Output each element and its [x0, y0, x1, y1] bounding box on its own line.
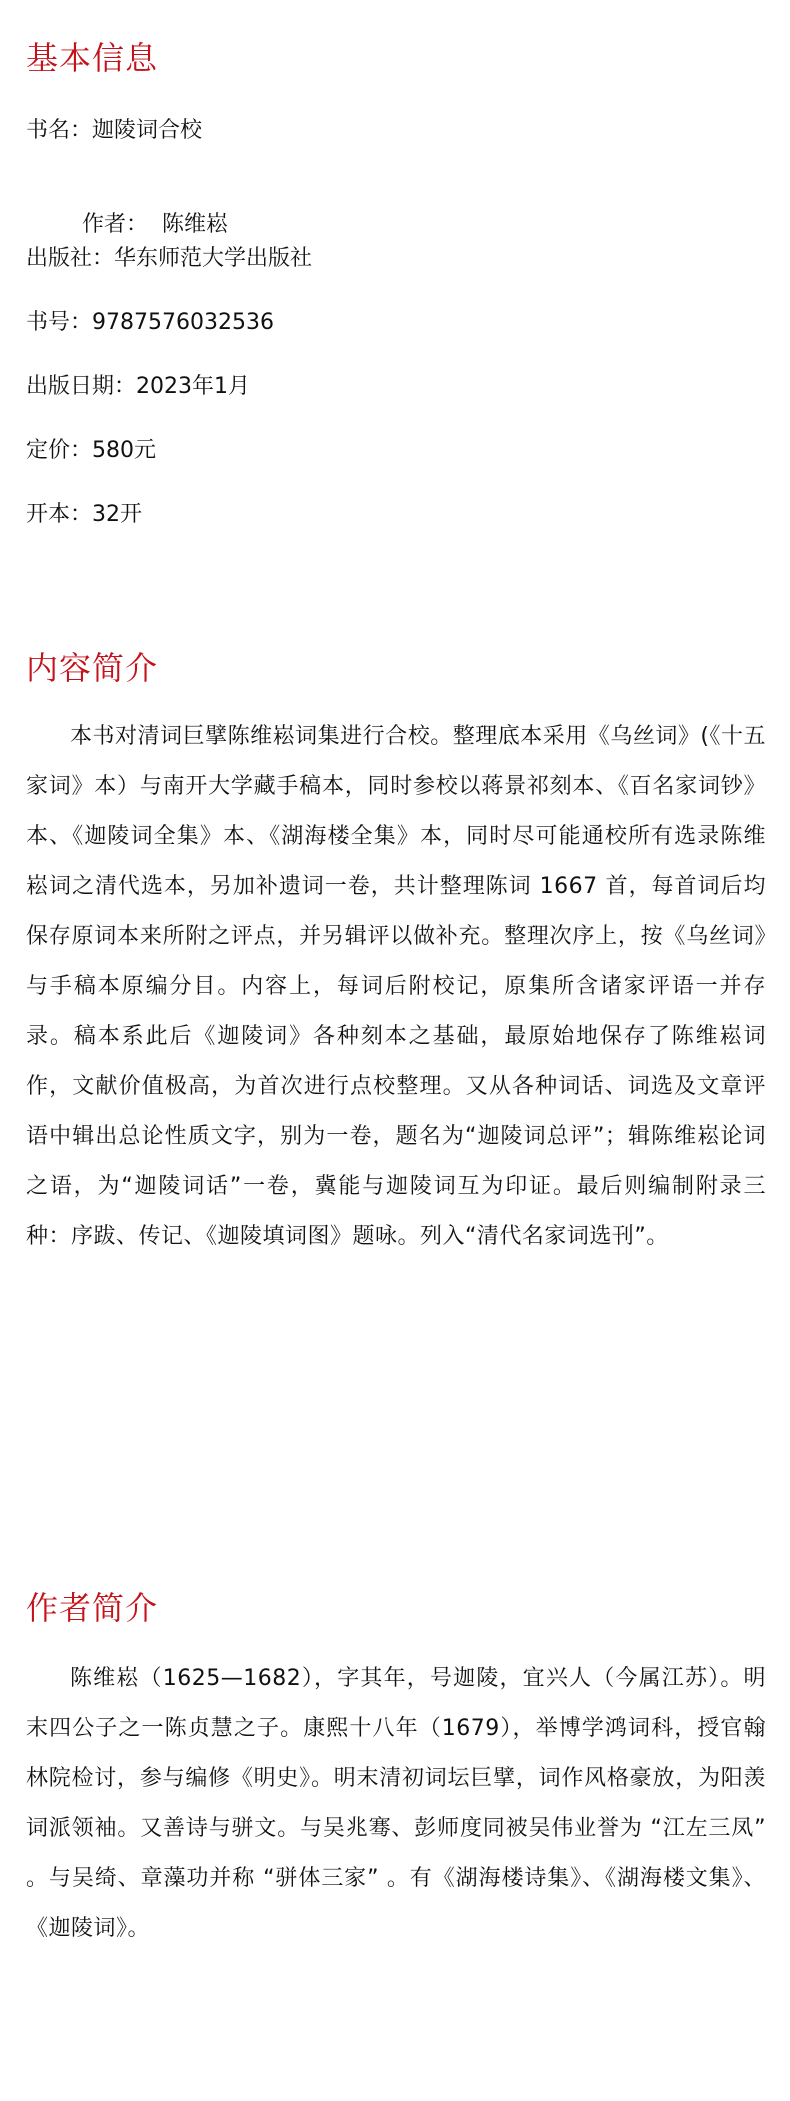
info-label: 书名：	[26, 118, 93, 143]
basic-info-title: 基本信息	[26, 39, 159, 77]
info-label: 作者：	[81, 212, 148, 237]
info-value: 32开	[92, 502, 143, 527]
info-value: 陈维崧	[147, 212, 228, 237]
info-label: 出版社：	[26, 246, 115, 271]
info-value: 华东师范大学出版社	[114, 246, 313, 271]
info-label: 书号：	[26, 310, 93, 335]
info-value: 580元	[92, 438, 157, 463]
content-intro-text: 本书对清词巨擘陈维崧词集进行合校。整理底本采用《乌丝词》(《十五家词》本）与南开大学藏手稿本，同时参校以蒋景祁刻本、《百名家词钞》本、《迦陵词全集》本、《湖海楼全集》本，同时尽可能通校所有选录陈维崧词之清代选本，另加补遗词一卷，共计整理陈词 1667 首，每首词后均保存原词本来所附之评点，并另辑评以做补充。整理次序上，按《乌丝词》与手稿本原编分目。内容上，每词后附校记，原集所含诸家评语一并存录。稿本系此后《迦陵词》各种刻本之基础，最原始地保存了陈维崧词作，文献价值极高，为首次进行点校整理。又从各种词话、词选及文章评语中辑出总论性质文字，别为一卷，题名为“迦陵词总评”；辑陈维崧论词之语，为“迦陵词话”一卷，冀能与迦陵词互为印证。最后则编制附录三种：序跋、传记、《迦陵填词图》题咏。列入“清代名家词选刊”。	[26, 724, 766, 1249]
info-label: 出版日期：	[26, 374, 137, 399]
info-label: 定价：	[26, 438, 93, 463]
info-row-format	[26, 500, 142, 530]
info-value: 迦陵词合校	[92, 118, 203, 143]
info-label: 开本：	[26, 502, 93, 527]
info-row-isbn	[26, 308, 274, 338]
info-row-publisher	[26, 244, 312, 274]
info-row-pub-date	[26, 372, 250, 402]
content-intro-title: 内容简介	[26, 649, 159, 687]
info-value: 9787576032536	[92, 310, 274, 335]
author-intro-title: 作者简介	[26, 1589, 159, 1627]
info-value: 2023年1月	[136, 374, 251, 399]
info-row-book-name	[26, 116, 202, 146]
author-intro-text: 陈维崧（1625—1682），字其年，号迦陵，宜兴人（今属江苏）。明末四公子之一陈贞慧之子。康熙十八年（1679），举博学鸿词科，授官翰林院检讨，参与编修《明史》。明末清初词坛巨擘，词作风格豪放，为阳羡词派领袖。又善诗与骈文。与吴兆骞、彭师度同被吴伟业誉为 “江左三凤” 。与吴绮、章藻功并称 “骈体三家” 。有《湖海楼诗集》、《湖海楼文集》、《迦陵词》。	[26, 1666, 766, 1941]
info-row-price	[26, 436, 156, 466]
